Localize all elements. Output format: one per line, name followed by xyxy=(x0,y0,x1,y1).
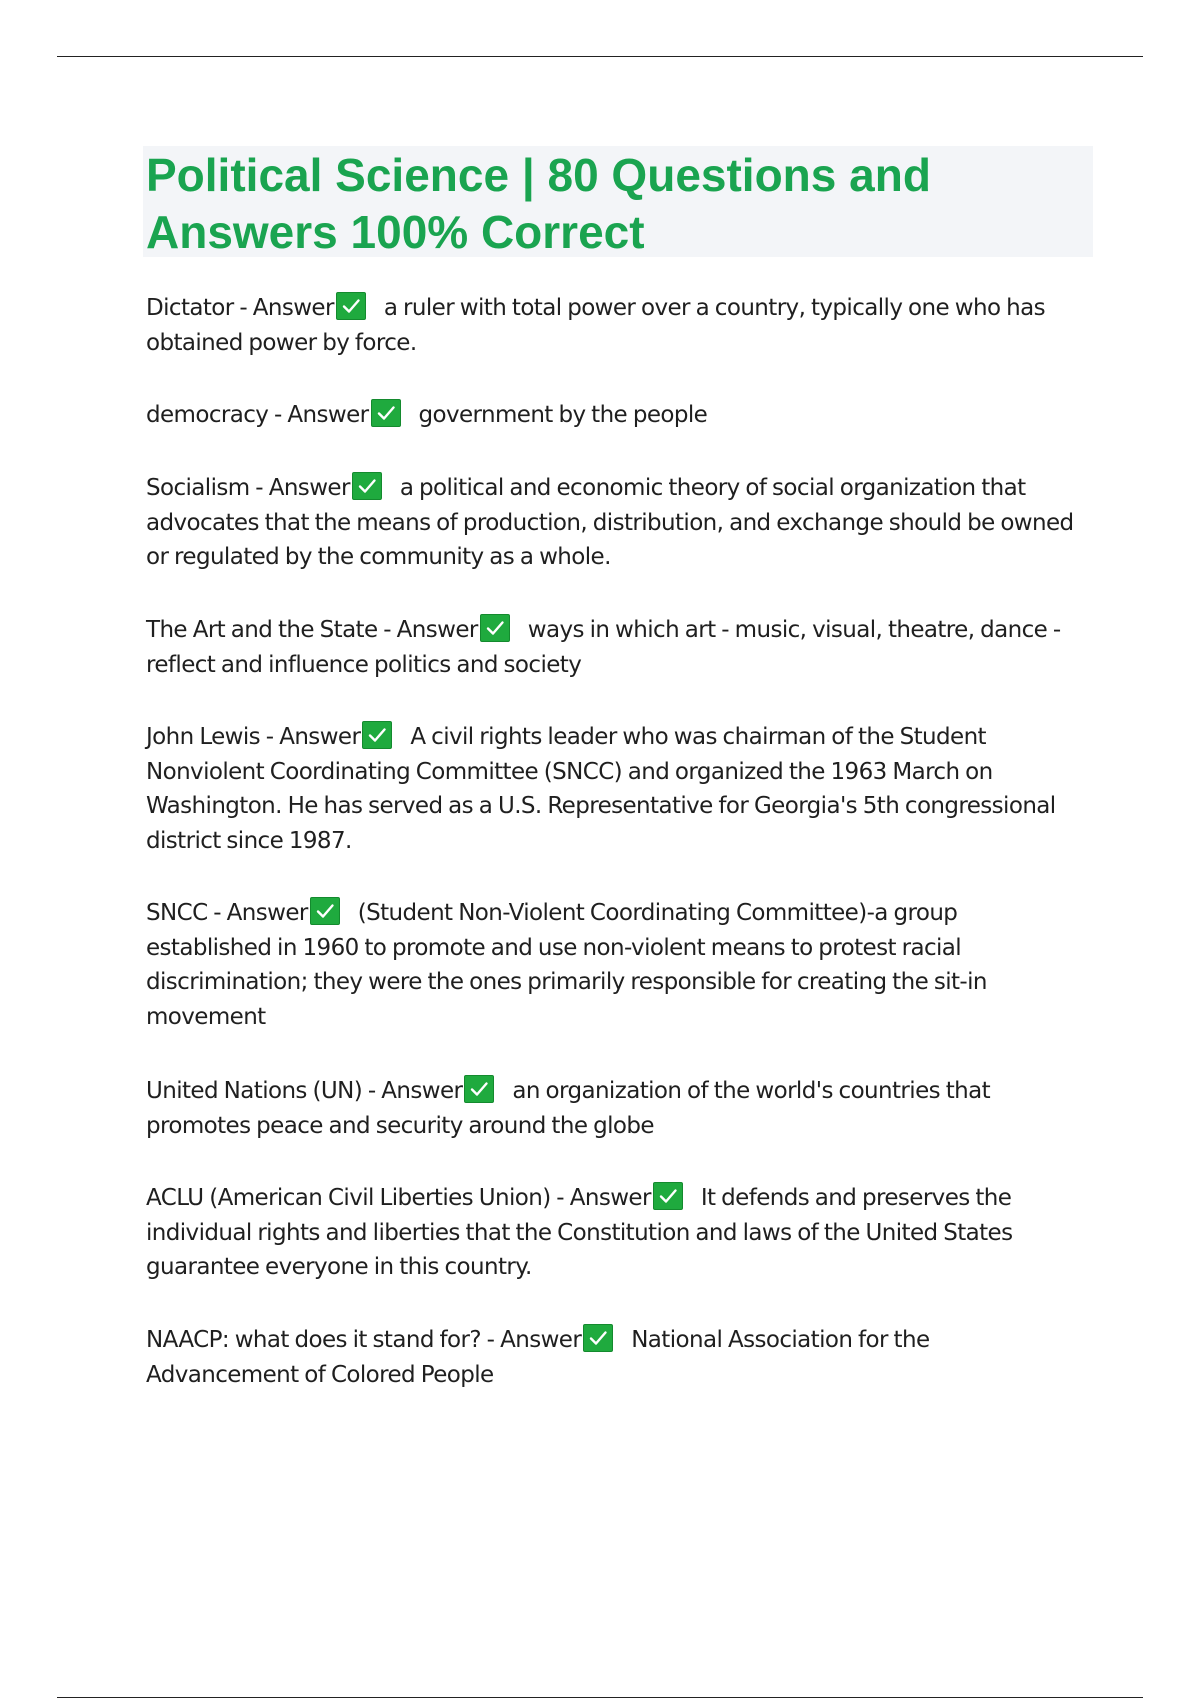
answer-separator: - Answer xyxy=(249,475,350,501)
qa-term: NAACP: what does it stand for? xyxy=(146,1327,481,1353)
qa-term: ACLU (American Civil Liberties Union) xyxy=(146,1185,551,1211)
check-mark-icon xyxy=(464,1075,494,1103)
check-mark-icon xyxy=(653,1182,683,1210)
qa-item xyxy=(146,1323,1086,1392)
check-mark-icon xyxy=(362,721,392,749)
check-mark-icon xyxy=(336,292,366,320)
qa-answer: A civil rights leader who was chairman of the Student Nonviolent Coordinating Committee (SNCC) and organized the 1963 March on Washington. He has served as a U.S. Representative for Georgia's 5th congressional district since 1987. xyxy=(146,724,1056,854)
qa-term: The Art and the State xyxy=(146,617,378,643)
qa-answer: an organization of the world's countries that promotes peace and security around the globe xyxy=(146,1078,991,1139)
qa-item xyxy=(146,471,1086,575)
answer-separator: - Answer xyxy=(260,724,361,750)
qa-answer: It defends and preserves the individual rights and liberties that the Constitution and laws of the United States guarantee everyone in this country. xyxy=(146,1185,1013,1280)
qa-item xyxy=(146,1181,1086,1285)
check-mark-icon xyxy=(371,399,401,427)
check-mark-icon xyxy=(480,614,510,642)
qa-item xyxy=(146,1074,1086,1143)
qa-item xyxy=(146,398,1086,433)
qa-term: Dictator xyxy=(146,295,234,321)
qa-answer: a political and economic theory of social organization that advocates that the means of production, distribution, and exchange should be owned or regulated by the community as a whole. xyxy=(146,475,1074,570)
qa-answer: National Association for the Advancement of Colored People xyxy=(146,1327,930,1388)
top-rule xyxy=(57,56,1143,57)
qa-term: democracy xyxy=(146,402,269,428)
bottom-rule xyxy=(57,1697,1143,1698)
answer-separator: - Answer xyxy=(377,617,478,643)
qa-item xyxy=(146,896,1086,1034)
qa-item xyxy=(146,720,1086,858)
answer-separator: - Answer xyxy=(233,295,334,321)
qa-answer: (Student Non-Violent Coordinating Committee)-a group established in 1960 to promote and use non-violent means to protest racial discrimination; they were the ones primarily responsible for creating the sit-in movement xyxy=(146,900,987,1030)
check-mark-icon xyxy=(583,1324,613,1352)
qa-term: John Lewis xyxy=(146,724,261,750)
qa-answer: ways in which art - music, visual, theatre, dance - reflect and influence politics and society xyxy=(146,617,1061,678)
qa-term: SNCC xyxy=(146,900,208,926)
qa-item xyxy=(146,613,1086,682)
qa-term: United Nations (UN) xyxy=(146,1078,363,1104)
qa-answer: government by the people xyxy=(418,402,708,428)
check-mark-icon xyxy=(310,897,340,925)
answer-separator: - Answer xyxy=(268,402,369,428)
answer-separator: - Answer xyxy=(207,900,308,926)
qa-item xyxy=(146,291,1086,360)
answer-separator: - Answer xyxy=(550,1185,651,1211)
page-title: Political Science | 80 Questions and Answers 100% Correct xyxy=(146,149,931,258)
check-mark-icon xyxy=(352,472,382,500)
qa-term: Socialism xyxy=(146,475,250,501)
qa-answer: a ruler with total power over a country, typically one who has obtained power by force. xyxy=(146,295,1045,356)
answer-separator: - Answer xyxy=(480,1327,582,1353)
answer-separator: - Answer xyxy=(362,1078,463,1104)
